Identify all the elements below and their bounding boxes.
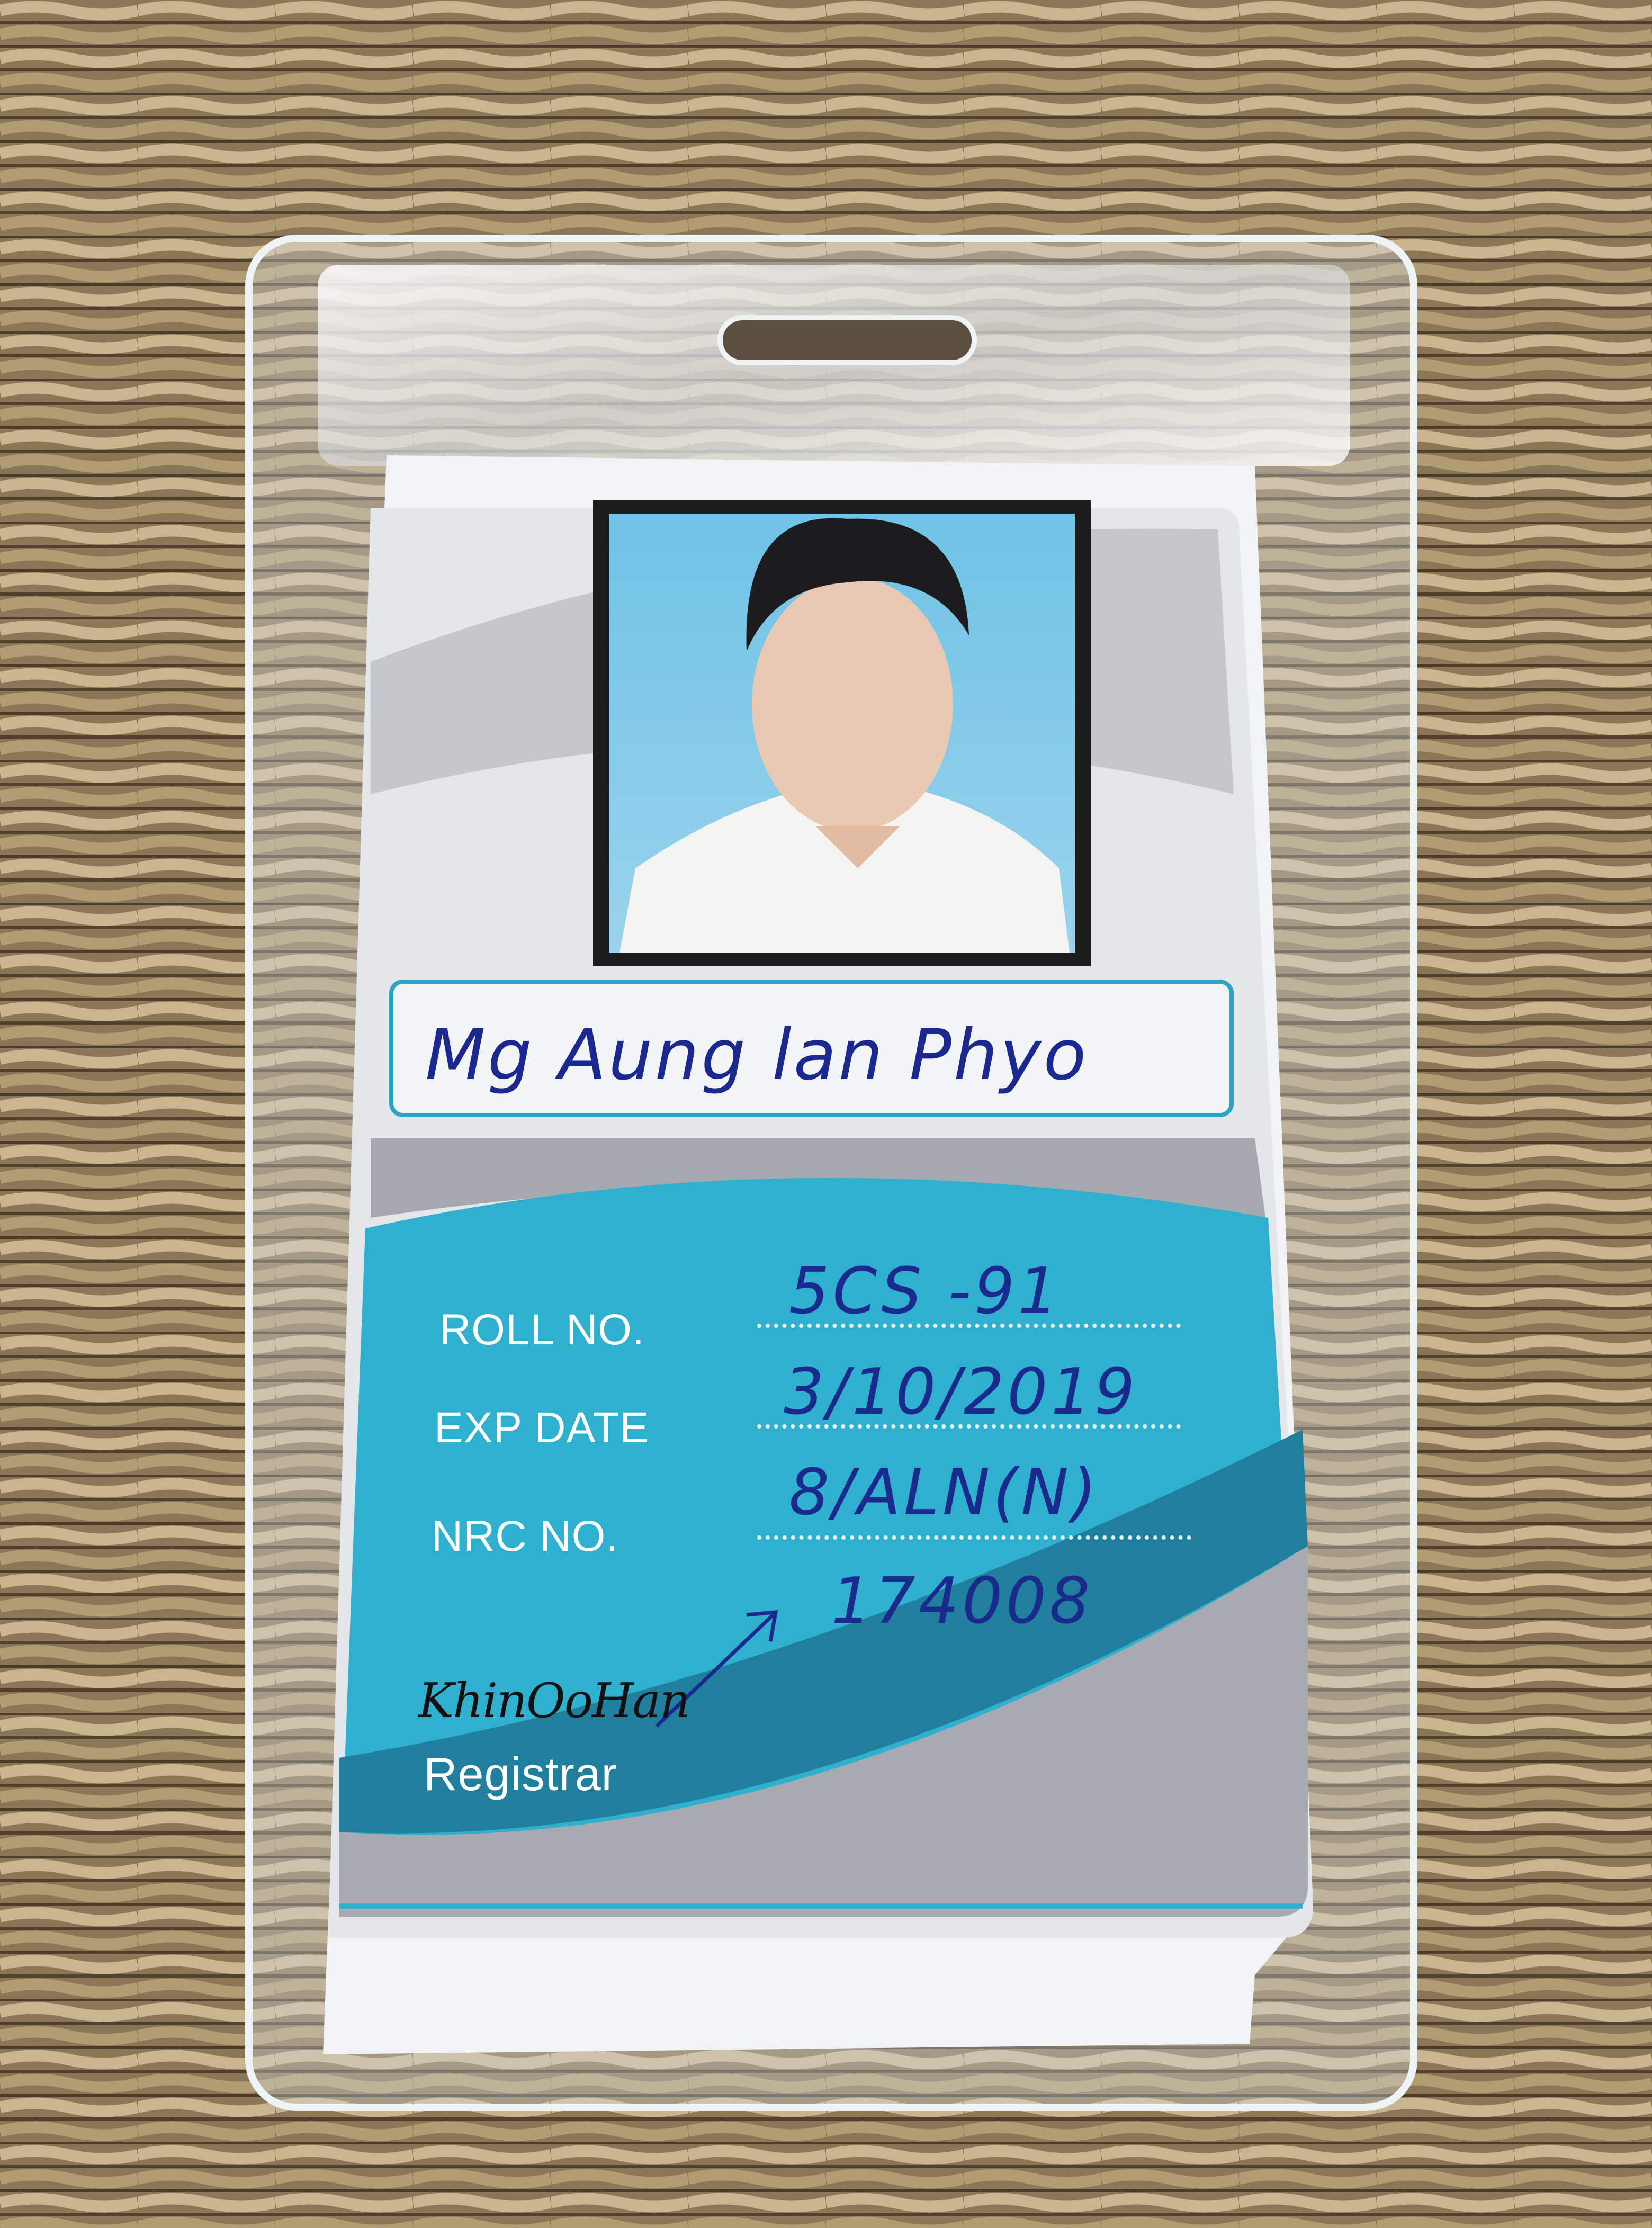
roll-no-value: 5CS -91: [789, 1255, 1062, 1328]
nrc-no-continuation: 174008: [831, 1565, 1093, 1638]
nrc-no-dotted-line: [757, 1535, 1191, 1540]
holder-name-box: [389, 980, 1234, 1117]
registrar-title: Registrar: [424, 1748, 617, 1800]
registrar-signature: KhinOoHan: [418, 1673, 690, 1729]
exp-date-label: EXP DATE: [434, 1404, 649, 1452]
exp-date-value: 3/10/2019: [784, 1355, 1138, 1429]
holder-photo: [593, 500, 1091, 966]
lanyard-slot[interactable]: [720, 318, 974, 363]
holder-name: Mg Aung lan Phyo: [425, 1014, 1089, 1096]
nrc-no-value: 8/ALN(N): [789, 1456, 1100, 1530]
roll-no-label: ROLL NO.: [439, 1306, 645, 1354]
nrc-no-label: NRC NO.: [432, 1512, 619, 1560]
